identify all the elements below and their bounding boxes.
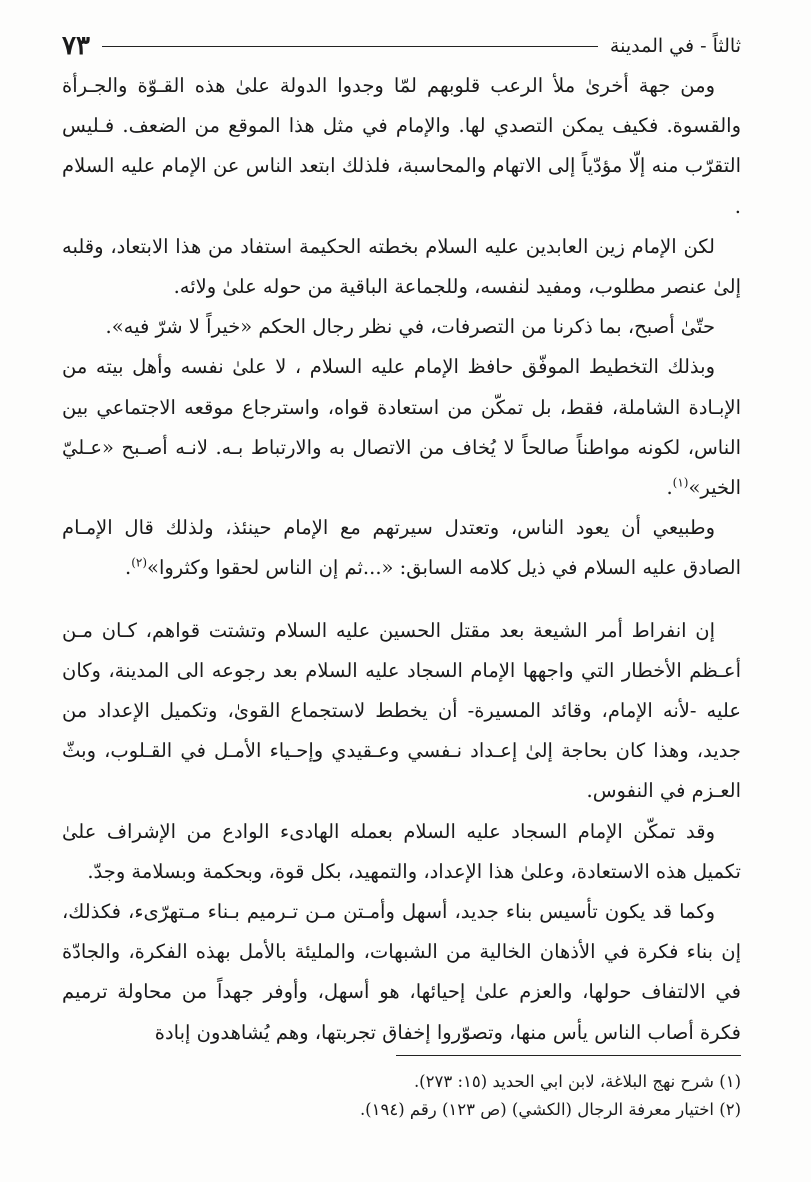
footnote-2: (٢) اختيار معرفة الرجال (الكشي) (ص ١٢٣) رقم (١٩٤). [359,1100,741,1119]
paragraph: إن انفراط أمر الشيعة بعد مقتل الحسين عليه السلام وتشتت قواهم، كـان مـن أعـظم الأخطار التي واجهها الإمام السجاد عليه السلام بعد رجوعه الى المدينة، وكان عليه -لأنه الإمام، وقائد المسيرة- أن يخطط لاستجماع القوىٰ، وتكميل الإعداد من جديد، وهذا كان بحاجة إلىٰ إعـداد نـفسي وعـقيدي وإحـياء الأمـل في القـلوب، وبثّ العـزم في النفوس. [62,618,741,803]
footnote-separator [396,1055,741,1056]
footnote-ref-2[interactable]: (٢) [131,555,148,570]
paragraph: وقد تمكّن الإمام السجاد عليه السلام بعمله الهادىء الوادع من الإشراف علىٰ تكميل هذه الاستعادة، وعلىٰ هذا الإعداد، والتمهيد، بكل قوة، وبحكمة وبسلامة وجدّ. [62,819,741,883]
chapter-title: ثالثاً - في المدينة [609,35,741,57]
paragraph [62,508,741,588]
paragraph: لكن الإمام زين العابدين عليه السلام بخطته الحكيمة استفاد من هذا الابتعاد، وقلبه إلىٰ عنصر مطلوب، ومفيد لنفسه، وللجماعة الباقية من حوله علىٰ ولائه. [62,234,741,299]
period: . [124,556,132,580]
header-rule [102,46,598,47]
main-text [62,66,741,1053]
paragraph-text: وطبيعي أن يعود الناس، وتعتدل سيرتهم مع الإمام حينئذ، ولذلك قال الإمـام الصادق عليه السلام في ذيل كلامه السابق: «...ثم إن الناس لحقوا وكثروا» [62,516,741,580]
paragraph: حتّىٰ أصبح، بما ذكرنا من التصرفات، في نظر رجال الحكم «خيراً لا شرّ فيه». [105,315,715,339]
footnote-ref-1[interactable]: (١) [672,475,689,490]
period: . [666,476,673,500]
paragraph: ومن جهة أخرىٰ ملأ الرعب قلوبهم لمّا وجدوا الدولة علىٰ هذه القـوّة والجـرأة والقسوة. فكيف يمكن التصدي لها. والإمام في مثل هذا الموقع من الضعف. فـليس التقرّب منه إلّا مؤدّياً إلى الاتهام والمحاسبة، فلذلك ابتعد الناس عن الإمام عليه السلام . [62,74,741,218]
footnotes [62,1068,741,1124]
paragraph-text: وبذلك التخطيط الموفّق حافظ الإمام عليه السلام ، لا علىٰ نفسه وأهل بيته من الإبـادة الشاملة، فقط، بل تمكّن من استعادة قواه، واسترجاع موقعه الاجتماعي بين الناس، لكونه مواطناً صالحاً لا يُخاف من الاتصال به والارتباط بـه. لانـه أصـبح «عـليّ الخير» [62,355,741,500]
paragraph: وكما قد يكون تأسيس بناء جديد، أسهل وأمـتن مـن تـرميم بـناء مـتهرّىء، فكذلك، إن بناء فكرة في الأذهان الخالية من الشبهات، والمليئة بالأمل بهذه الفكرة، والجادّة في الالتفاف حولها، والعزم علىٰ إحيائها، هو أسهل، وأوفر جهداً من محاولة ترميم فكرة أصاب الناس يأس منها، وتصوّروا إخفاق تجربتها، وهم يُشاهدون إبادة [62,900,741,1044]
running-header [62,28,741,64]
page-number: ٧٣ [62,31,90,61]
footnote-1: (١) شرح نهج البلاغة، لابن ابي الحديد (١٥: ٢٧٣). [413,1072,741,1091]
paragraph [62,347,741,508]
